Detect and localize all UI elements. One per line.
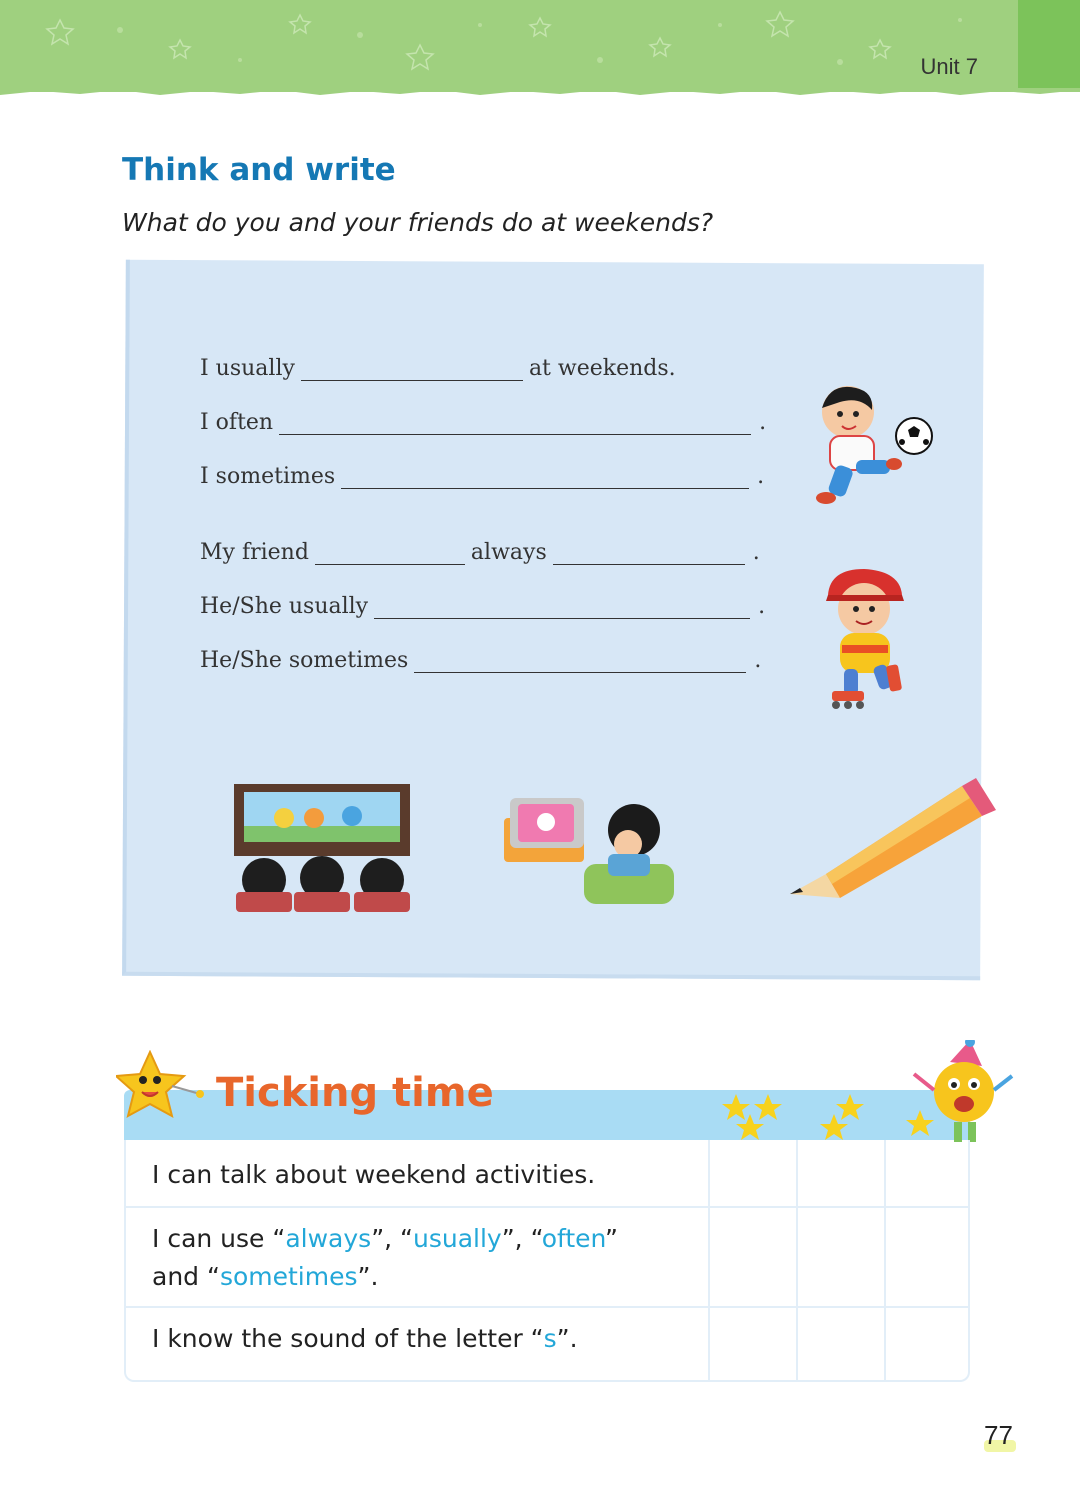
line-2-prefix: I often — [200, 410, 274, 435]
line-4-prefix: My friend — [200, 540, 309, 565]
writing-line-6 — [200, 648, 761, 673]
row2-sep-1: ”, “ — [371, 1224, 413, 1253]
top-banner — [0, 0, 1080, 92]
banner-rough-edge — [0, 86, 1080, 98]
unit-side-tab — [1018, 0, 1080, 88]
line-6-period: . — [754, 648, 762, 673]
ticking-time-title: Ticking time — [216, 1070, 494, 1116]
line-3-prefix: I sometimes — [200, 464, 336, 489]
line-3-period: . — [757, 464, 765, 489]
answer-blank-6[interactable] — [414, 650, 746, 673]
row3-text-a: I know the sound of the letter “ — [152, 1324, 544, 1353]
answer-blank-3[interactable] — [341, 466, 749, 489]
keyword-always: always — [285, 1224, 372, 1253]
row3-text-b: ”. — [556, 1324, 578, 1353]
answer-blank-1[interactable] — [301, 358, 523, 381]
answer-blank-5[interactable] — [374, 596, 750, 619]
keyword-letter-s: s — [543, 1324, 557, 1353]
unit-label: Unit 7 — [920, 54, 978, 79]
line-4-middle: always — [470, 540, 547, 565]
line-1-prefix: I usually — [200, 356, 295, 381]
section-question: What do you and your friends do at weekends? — [122, 208, 714, 237]
tick-row-1-text: I can talk about weekend activities. — [152, 1160, 596, 1189]
writing-line-5 — [200, 594, 765, 619]
children-watching-movie-illustration — [234, 784, 412, 912]
row2-sep-2: ”, “ — [501, 1224, 542, 1253]
answer-blank-4b[interactable] — [553, 542, 745, 565]
writing-line-4 — [200, 540, 760, 565]
keyword-often: often — [541, 1224, 606, 1253]
rating-stars-icon — [716, 1090, 936, 1144]
writing-line-1 — [200, 356, 676, 381]
star-mascot-icon — [116, 1050, 206, 1120]
line-5-period: . — [758, 594, 766, 619]
page-number: 77 — [984, 1420, 1013, 1450]
answer-blank-4a[interactable] — [315, 542, 465, 565]
tick-row-3-text — [152, 1320, 578, 1358]
boy-playing-football-illustration — [800, 380, 940, 510]
line-1-suffix: at weekends. — [528, 356, 676, 381]
keyword-usually: usually — [412, 1224, 502, 1253]
clown-mascot-icon — [910, 1040, 1016, 1148]
tick-row-2 — [126, 1208, 968, 1308]
line-5-prefix: He/She usually — [200, 594, 369, 619]
line-6-prefix: He/She sometimes — [200, 648, 409, 673]
pencil-illustration — [786, 766, 996, 898]
answer-blank-2[interactable] — [279, 412, 751, 435]
line-2-period: . — [759, 410, 767, 435]
section-title: Think and write — [122, 152, 396, 188]
tick-row-2-text — [152, 1220, 618, 1296]
row2-text-a: I can use “ — [152, 1224, 286, 1253]
line-4-period: . — [752, 540, 760, 565]
tick-row-1 — [126, 1140, 968, 1208]
boy-roller-skating-illustration — [820, 565, 920, 713]
ticking-table — [124, 1140, 970, 1382]
writing-line-3 — [200, 464, 764, 489]
keyword-sometimes: sometimes — [219, 1262, 358, 1291]
row2-text-b: ” — [605, 1224, 618, 1253]
tick-row-3 — [126, 1308, 968, 1382]
writing-line-2 — [200, 410, 766, 435]
row2-text-c: and “ — [152, 1262, 220, 1291]
child-watching-tv-illustration — [504, 794, 676, 906]
star-pattern-decoration — [0, 0, 1080, 92]
row2-text-d: ”. — [357, 1262, 379, 1291]
